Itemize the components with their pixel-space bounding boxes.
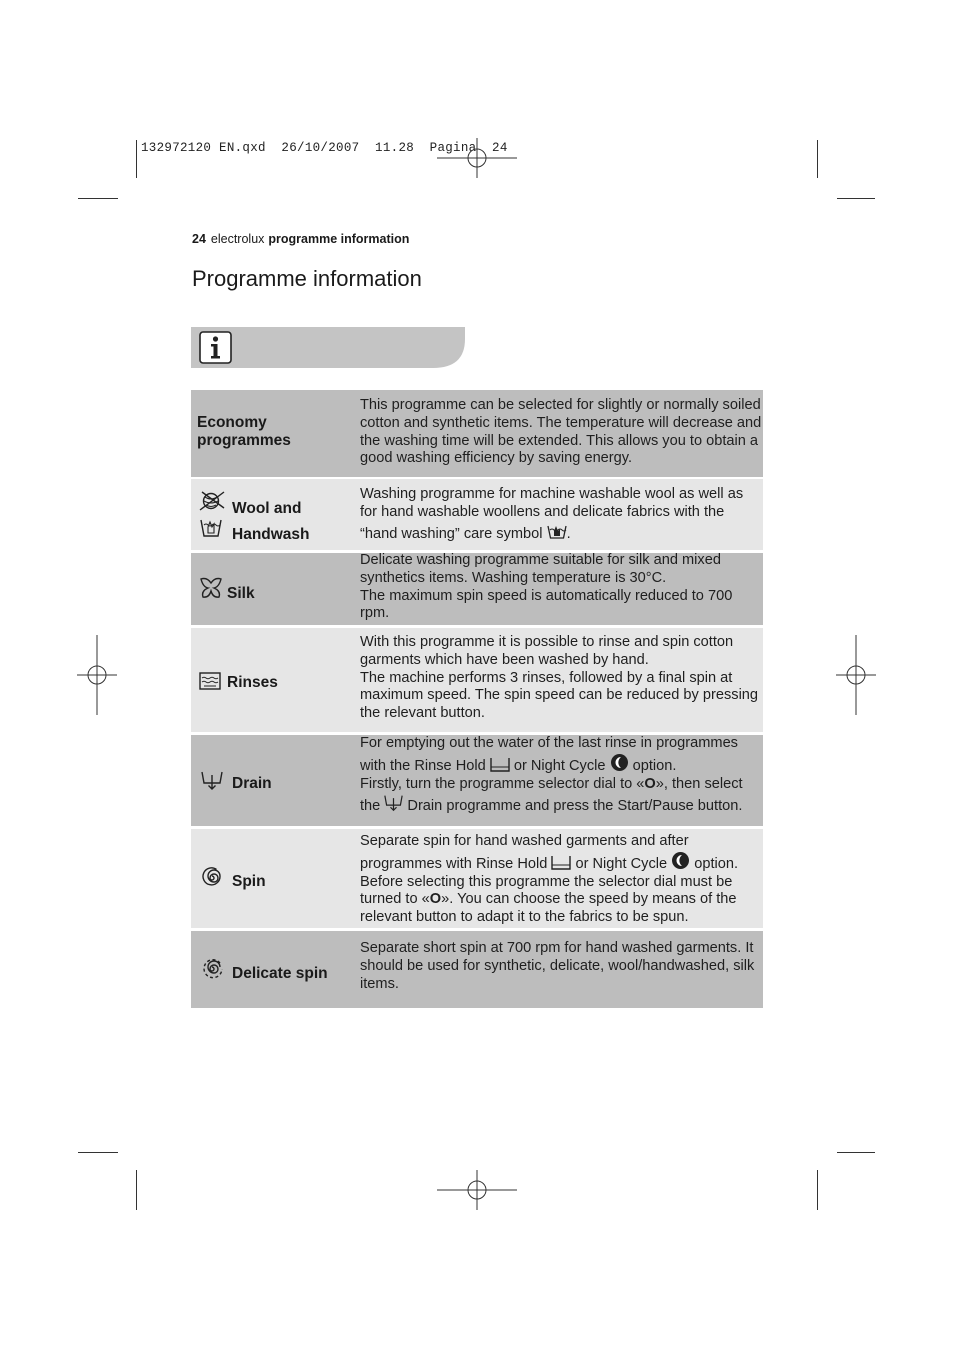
table-row-silk (191, 553, 763, 625)
rinse-hold-icon (490, 757, 510, 772)
row-description-delicate-spin: Separate short spin at 700 rpm for hand washed garments. It should be used for synthetic, delicate, wool/handwashed, silk items. (360, 940, 755, 992)
registration-mark-left (77, 635, 117, 715)
section-name: programme information (268, 232, 410, 246)
row-label-spin: Spin (232, 873, 266, 890)
table-row-economy (191, 390, 763, 477)
drain-icon (384, 793, 403, 812)
registration-mark-top (437, 138, 517, 178)
handwash-icon (200, 516, 222, 538)
row-description-drain: For emptying out the water of the last rinse in programmes with the Rinse Hold or Night Cycle option. Firstly, turn the programme selector dial to «O», then select the Drain programme and press the Start/Pause button. (360, 735, 743, 815)
page-title: Programme information (192, 266, 422, 291)
row-label-rinses: Rinses (227, 674, 278, 691)
hand-washing-care-symbol-icon (547, 522, 567, 540)
row-description-spin: Separate spin for hand washed garments and after programmes with Rinse Hold or Night Cycle option. Before selecting this programme the selector dial must be turned to «O». You can choose the speed by means of the relevant button to adapt it to the fabrics to be spun. (360, 833, 739, 926)
row-label-economy: Economy programmes (197, 414, 291, 449)
spin-icon (201, 867, 223, 889)
wool-icon (198, 490, 226, 512)
row-label-delicate-spin: Delicate spin (232, 965, 328, 982)
table-row-wool-handwash (191, 479, 763, 550)
row-label-silk: Silk (227, 585, 255, 602)
row-description-silk: Delicate washing programme suitable for silk and mixed synthetics items. Washing temperature is 30°C. The maximum spin speed is automatically reduced to 700 rpm. (360, 552, 733, 622)
row-description-economy: This programme can be selected for slightly or normally soiled cotton and synthetic items. The temperature will decrease and the washing time will be extended. This allows you to obtain a good washing efficiency by saving energy. (360, 397, 762, 467)
registration-mark-bottom (437, 1170, 517, 1210)
print-slug: 132972120 EN.qxd 26/10/2007 11.28 Pagina 24 (141, 141, 508, 155)
night-cycle-icon (610, 753, 629, 772)
drain-icon (201, 769, 223, 791)
running-header (192, 232, 409, 246)
row-description-wool-handwash: Washing programme for machine washable wool as well as for hand washable woollens and delicate fabrics with the “hand washing” care symbol . (360, 486, 744, 542)
table-row-rinses (191, 628, 763, 732)
table-row-spin (191, 829, 763, 928)
row-label-wool-handwash: Wool and Handwash (232, 500, 310, 543)
registration-mark-right (836, 635, 876, 715)
table-row-delicate-spin (191, 931, 763, 1008)
brand-name: electrolux (210, 232, 265, 246)
silk-icon (199, 577, 223, 599)
rinse-hold-icon (551, 855, 571, 870)
info-banner (191, 327, 465, 368)
row-description-rinses: With this programme it is possible to rinse and spin cotton garments which have been washed by hand. The machine performs 3 rinses, followed by a final spin at maximum speed. The spin speed can be reduced by pressing the relevant button. (360, 634, 759, 722)
page-number: 24 (192, 232, 206, 246)
night-cycle-icon (671, 851, 690, 870)
row-label-drain: Drain (232, 775, 272, 792)
rinses-icon (199, 672, 221, 690)
delicate-spin-icon (201, 958, 223, 980)
table-row-drain (191, 735, 763, 826)
